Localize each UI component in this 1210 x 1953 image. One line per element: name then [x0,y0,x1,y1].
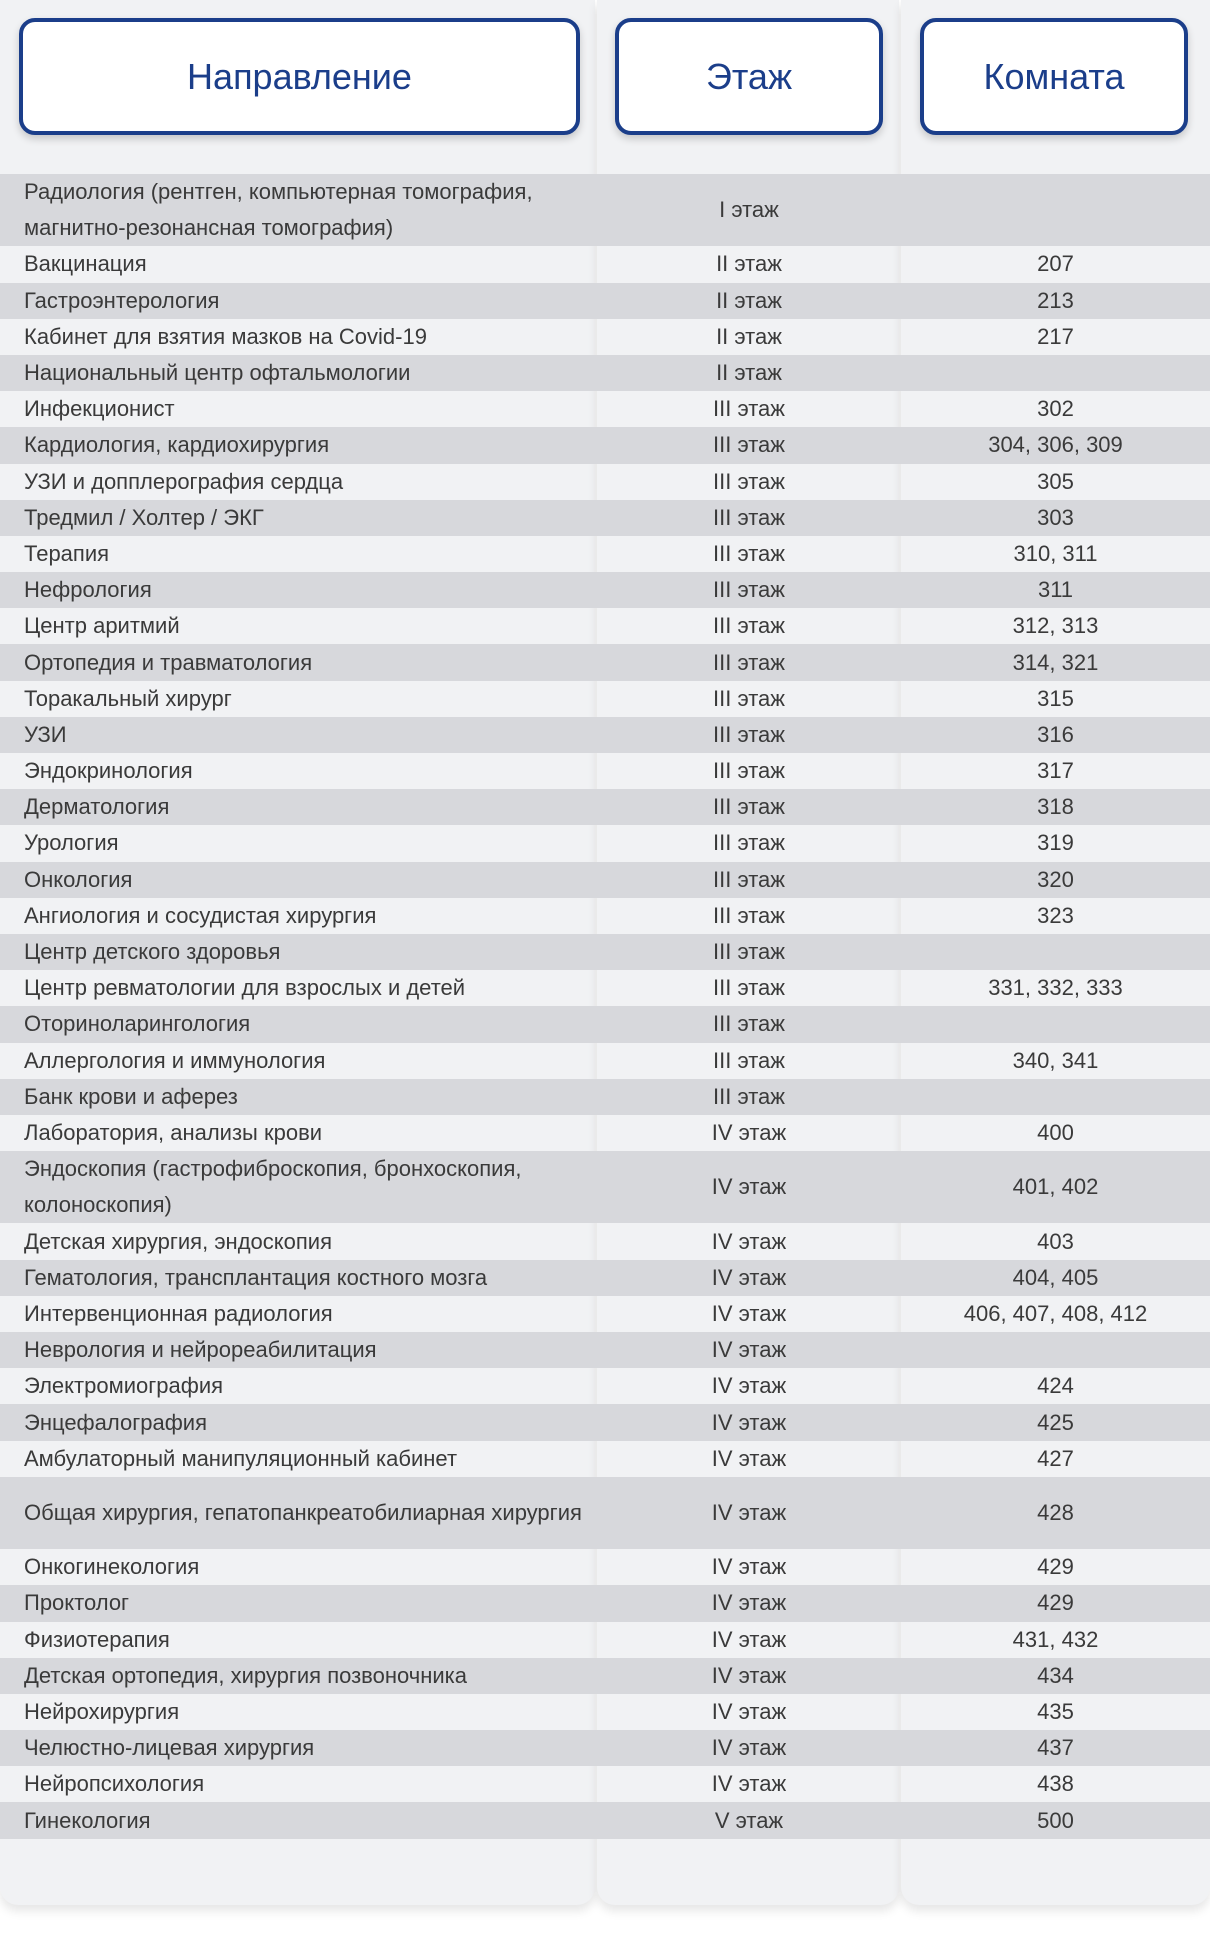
table-row [0,1223,1210,1259]
floor-cell: IV этаж [711,1337,787,1363]
direction-cell: Амбулаторный манипуляционный кабинет [24,1445,458,1471]
direction-cell: Вакцинация [24,251,147,277]
floor-cell: II этаж [716,360,782,386]
room-cell: 438 [1037,1771,1074,1797]
room-cell: 302 [1037,396,1074,422]
floor-cell: IV этаж [711,1771,787,1797]
table-row [0,283,1210,319]
room-cell: 431, 432 [1012,1626,1099,1652]
table-row [0,1766,1210,1802]
floor-cell: III этаж [713,540,785,566]
room-cell: 213 [1037,287,1074,313]
direction-cell: Проктолог [24,1590,130,1616]
table-row [0,427,1210,463]
room-cell: 303 [1037,504,1074,530]
table-row [0,1115,1210,1151]
room-cell: 427 [1037,1445,1074,1471]
table-row [0,1043,1210,1079]
floor-cell: III этаж [713,830,785,856]
room-cell: 318 [1037,794,1074,820]
room-cell: 217 [1037,323,1074,349]
floor-cell: IV этаж [711,1445,787,1471]
direction-cell: Детская ортопедия, хирургия позвоночника [24,1662,467,1688]
table-row [0,355,1210,391]
table-row [0,1549,1210,1585]
room-cell: 312, 313 [1012,613,1099,639]
table-row [0,500,1210,536]
table-row [0,174,1210,246]
header-room: Комната [920,18,1188,135]
floor-cell: IV этаж [711,1228,787,1254]
direction-cell: Неврология и нейрореабилитация [24,1337,377,1363]
table-row [0,1477,1210,1549]
room-cell: 437 [1037,1735,1074,1761]
table-row [0,644,1210,680]
direction-cell: Оториноларингология [24,1011,251,1037]
direction-cell: Энцефалография [24,1409,208,1435]
table-row [0,572,1210,608]
floor-cell: IV этаж [711,1554,787,1580]
floor-cell: III этаж [713,866,785,892]
table-row [0,862,1210,898]
room-cell: 428 [1037,1499,1074,1525]
room-cell: 500 [1037,1807,1074,1833]
room-cell: 331, 332, 333 [988,975,1123,1001]
room-cell: 406, 407, 408, 412 [963,1300,1148,1326]
direction-cell: Банк крови и аферез [24,1083,238,1109]
room-cell: 310, 311 [1013,540,1098,566]
floor-cell: I этаж [719,197,779,223]
floor-cell: III этаж [713,613,785,639]
direction-cell: Нефрология [24,577,152,603]
direction-cell: Гастроэнтерология [24,287,220,313]
direction-cell: Лаборатория, анализы крови [24,1119,323,1145]
direction-cell: Эндоскопия (гастрофиброскопия, бронхоскопия, колоноскопия) [24,1156,522,1218]
direction-cell: Эндокринология [24,758,193,784]
room-cell: 319 [1037,830,1074,856]
table-row [0,825,1210,861]
direction-cell: Нейропсихология [24,1771,205,1797]
room-cell: 425 [1037,1409,1074,1435]
table-row [0,246,1210,282]
room-cell: 429 [1037,1590,1074,1616]
room-cell: 315 [1037,685,1074,711]
direction-cell: Центр детского здоровья [24,939,281,965]
floor-cell: II этаж [716,287,782,313]
table-row [0,1079,1210,1115]
direction-cell: Физиотерапия [24,1626,170,1652]
direction-cell: Ортопедия и травматология [24,649,313,675]
floor-cell: IV этаж [711,1699,787,1725]
table-row [0,1622,1210,1658]
floor-cell: III этаж [713,396,785,422]
room-cell: 320 [1037,866,1074,892]
direction-cell: Центр ревматологии для взрослых и детей [24,975,466,1001]
room-cell: 400 [1037,1119,1074,1145]
table-row [0,970,1210,1006]
table-row [0,934,1210,970]
table-row [0,1296,1210,1332]
direction-cell: Дерматология [24,794,170,820]
direction-cell: Инфекционист [24,396,175,422]
table-row [0,1694,1210,1730]
room-cell: 311 [1037,577,1074,603]
room-cell: 435 [1037,1699,1074,1725]
room-cell: 434 [1037,1662,1074,1688]
floor-cell: III этаж [713,794,785,820]
table-row [0,681,1210,717]
direction-cell: Детская хирургия, эндоскопия [24,1228,332,1254]
floor-cell: IV этаж [711,1409,787,1435]
floor-cell: IV этаж [711,1662,787,1688]
floor-cell: IV этаж [711,1174,787,1200]
direction-cell: Интервенционная радиология [24,1300,333,1326]
direction-cell: Онкология [24,866,133,892]
direction-cell: Терапия [24,540,110,566]
room-cell: 305 [1037,468,1074,494]
floor-cell: III этаж [713,685,785,711]
direction-cell: Национальный центр офтальмологии [24,360,411,386]
room-cell: 314, 321 [1012,649,1099,675]
direction-cell: Торакальный хирург [24,685,232,711]
direction-cell: Ангиология и сосудистая хирургия [24,902,377,928]
room-cell: 403 [1037,1228,1074,1254]
floor-cell: II этаж [716,251,782,277]
direction-cell: УЗИ [24,721,67,747]
direction-cell: Электромиография [24,1373,224,1399]
table-row [0,1658,1210,1694]
floor-cell: III этаж [713,939,785,965]
direction-cell: Челюстно-лицевая хирургия [24,1735,315,1761]
floor-cell: III этаж [713,975,785,1001]
table-row [0,1585,1210,1621]
table-row [0,464,1210,500]
table-row [0,1730,1210,1766]
floor-cell: III этаж [713,1011,785,1037]
table-row [0,898,1210,934]
direction-cell: Гематология, трансплантация костного мозга [24,1264,488,1290]
room-cell: 207 [1037,251,1074,277]
floor-cell: IV этаж [711,1264,787,1290]
floor-cell: IV этаж [711,1499,787,1525]
room-cell: 424 [1037,1373,1074,1399]
room-cell: 340, 341 [1012,1047,1099,1073]
direction-cell: Тредмил / Холтер / ЭКГ [24,504,264,530]
floor-cell: III этаж [713,1047,785,1073]
room-cell: 323 [1037,902,1074,928]
direction-cell: Кабинет для взятия мазков на Covid-19 [24,323,427,349]
table-row [0,1368,1210,1404]
table-row [0,1441,1210,1477]
floor-cell: IV этаж [711,1119,787,1145]
floor-cell: III этаж [713,504,785,530]
floor-cell: IV этаж [711,1590,787,1616]
room-cell: 316 [1037,721,1074,747]
floor-cell: IV этаж [711,1300,787,1326]
table-row [0,1332,1210,1368]
room-cell: 317 [1037,758,1074,784]
direction-cell: Радиология (рентген, компьютерная томография, магнитно-резонансная томография) [24,179,533,241]
floor-cell: III этаж [713,577,785,603]
direction-cell: Общая хирургия, гепатопанкреатобилиарная хирургия [24,1499,582,1525]
floor-cell: III этаж [713,468,785,494]
floor-cell: III этаж [713,432,785,458]
floor-cell: III этаж [713,649,785,675]
direction-cell: УЗИ и допплерография сердца [24,468,344,494]
floor-cell: IV этаж [711,1735,787,1761]
direction-cell: Аллергология и иммунология [24,1047,326,1073]
room-cell: 401, 402 [1012,1174,1099,1200]
room-cell: 304, 306, 309 [988,432,1123,458]
room-cell: 404, 405 [1012,1264,1099,1290]
floor-cell: II этаж [716,323,782,349]
table-row [0,717,1210,753]
table-row [0,789,1210,825]
direction-cell: Центр аритмий [24,613,180,639]
table-row [0,1151,1210,1223]
table-row [0,319,1210,355]
table-row [0,753,1210,789]
direction-cell: Гинекология [24,1807,151,1833]
direction-cell: Кардиология, кардиохирургия [24,432,330,458]
table-row [0,1260,1210,1296]
table-row [0,1404,1210,1440]
table-row [0,1802,1210,1838]
floor-cell: III этаж [713,721,785,747]
floor-cell: V этаж [714,1807,784,1833]
direction-cell: Онкогинекология [24,1554,200,1580]
directory-table [0,174,1210,1839]
table-row [0,608,1210,644]
table-row [0,1006,1210,1042]
table-row [0,536,1210,572]
floor-cell: IV этаж [711,1373,787,1399]
floor-cell: IV этаж [711,1626,787,1652]
room-cell: 429 [1037,1554,1074,1580]
floor-cell: III этаж [713,1083,785,1109]
header-direction: Направление [19,18,580,135]
direction-cell: Нейрохирургия [24,1699,180,1725]
direction-cell: Урология [24,830,119,856]
floor-cell: III этаж [713,758,785,784]
floor-cell: III этаж [713,902,785,928]
table-row [0,391,1210,427]
header-floor: Этаж [615,18,883,135]
